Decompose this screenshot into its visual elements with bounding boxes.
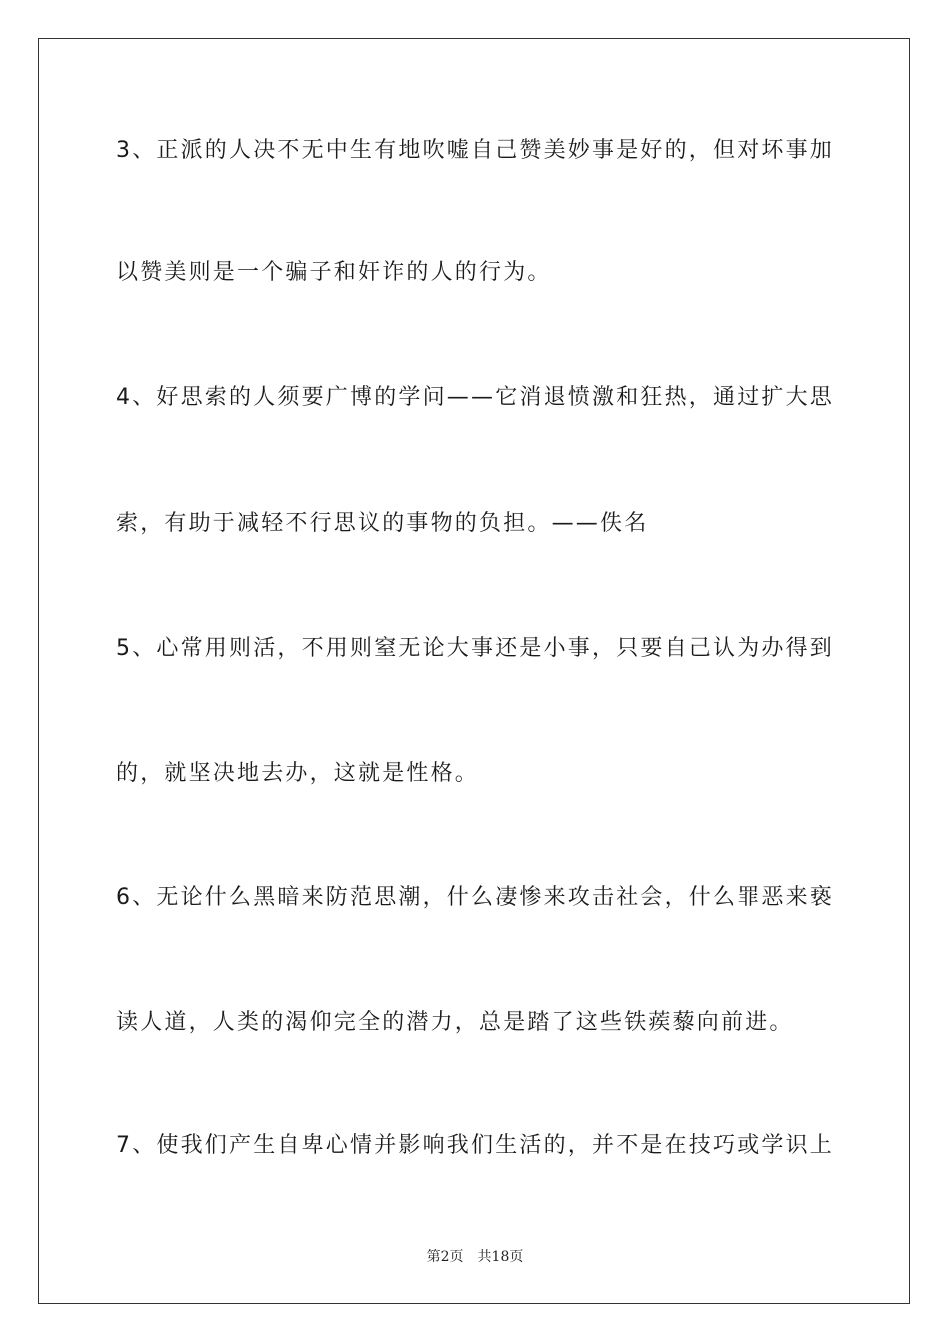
body-line-2: 以赞美则是一个骗子和奸诈的人的行为。 bbox=[116, 260, 552, 285]
page-total: 共18页 bbox=[477, 1249, 524, 1265]
page-number: 第2页 bbox=[426, 1249, 464, 1265]
body-line-5: 5、心常用则活，不用则窒无论大事还是小事，只要自己认为办得到 bbox=[116, 636, 834, 661]
body-line-1: 3、正派的人决不无中生有地吹嘘自己赞美妙事是好的，但对坏事加 bbox=[116, 138, 834, 163]
body-line-7: 6、无论什么黑暗来防范思潮，什么凄惨来攻击社会，什么罪恶来亵 bbox=[116, 885, 834, 910]
page-border bbox=[38, 38, 910, 1304]
body-line-3: 4、好思索的人须要广博的学问——它消退愤激和狂热，通过扩大思 bbox=[116, 385, 834, 410]
body-line-8: 读人道，人类的渴仰完全的潜力，总是踏了这些铁蒺藜向前进。 bbox=[116, 1010, 794, 1035]
body-line-6: 的，就坚决地去办，这就是性格。 bbox=[116, 761, 480, 786]
body-line-9: 7、使我们产生自卑心情并影响我们生活的，并不是在技巧或学识上 bbox=[116, 1133, 834, 1158]
body-line-4: 索，有助于减轻不行思议的事物的负担。——佚名 bbox=[116, 511, 649, 536]
page-footer bbox=[0, 1246, 950, 1266]
